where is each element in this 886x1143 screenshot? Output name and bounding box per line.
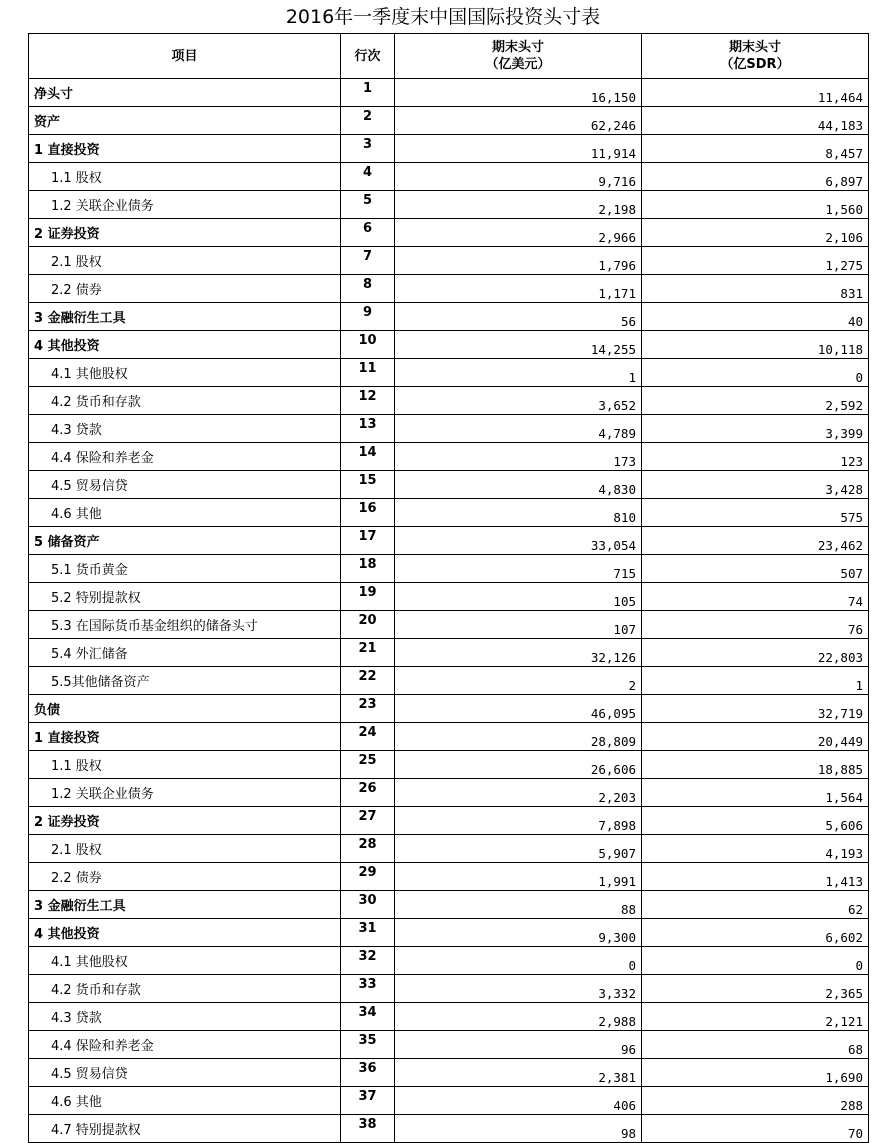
value-usd: 62,246 <box>395 107 642 135</box>
value-sdr: 1,690 <box>642 1059 869 1087</box>
table-row <box>29 1031 869 1059</box>
value-usd: 2 <box>395 667 642 695</box>
row-number: 5 <box>341 191 395 219</box>
row-label: 2.1 股权 <box>29 835 341 863</box>
row-number: 33 <box>341 975 395 1003</box>
value-sdr: 3,399 <box>642 415 869 443</box>
value-usd: 2,966 <box>395 219 642 247</box>
value-sdr: 1,560 <box>642 191 869 219</box>
value-sdr: 11,464 <box>642 79 869 107</box>
table-row <box>29 79 869 107</box>
table-row <box>29 359 869 387</box>
row-number: 29 <box>341 863 395 891</box>
value-sdr: 2,121 <box>642 1003 869 1031</box>
value-usd: 2,203 <box>395 779 642 807</box>
table-row <box>29 835 869 863</box>
row-number: 11 <box>341 359 395 387</box>
row-number: 15 <box>341 471 395 499</box>
row-number: 18 <box>341 555 395 583</box>
table-row <box>29 331 869 359</box>
row-label: 净头寸 <box>29 79 341 107</box>
value-usd: 46,095 <box>395 695 642 723</box>
value-usd: 88 <box>395 891 642 919</box>
row-number: 36 <box>341 1059 395 1087</box>
row-label: 2.1 股权 <box>29 247 341 275</box>
table-row <box>29 779 869 807</box>
value-usd: 32,126 <box>395 639 642 667</box>
value-usd: 28,809 <box>395 723 642 751</box>
table-row <box>29 751 869 779</box>
value-usd: 173 <box>395 443 642 471</box>
value-sdr: 831 <box>642 275 869 303</box>
value-sdr: 1,275 <box>642 247 869 275</box>
value-usd: 14,255 <box>395 331 642 359</box>
row-label: 4.1 其他股权 <box>29 947 341 975</box>
value-sdr: 575 <box>642 499 869 527</box>
row-label: 1 直接投资 <box>29 723 341 751</box>
table-row <box>29 1003 869 1031</box>
row-label: 4.4 保险和养老金 <box>29 1031 341 1059</box>
row-label: 4.2 货币和存款 <box>29 387 341 415</box>
row-number: 16 <box>341 499 395 527</box>
row-number: 30 <box>341 891 395 919</box>
row-label: 1.2 关联企业债务 <box>29 779 341 807</box>
row-number: 6 <box>341 219 395 247</box>
row-number: 20 <box>341 611 395 639</box>
row-label: 1.1 股权 <box>29 751 341 779</box>
row-label: 4.4 保险和养老金 <box>29 443 341 471</box>
value-usd: 56 <box>395 303 642 331</box>
value-sdr: 1,564 <box>642 779 869 807</box>
table-row <box>29 919 869 947</box>
value-sdr: 8,457 <box>642 135 869 163</box>
table-row <box>29 1087 869 1115</box>
row-label: 4.2 货币和存款 <box>29 975 341 1003</box>
value-sdr: 2,592 <box>642 387 869 415</box>
row-label: 5.2 特别提款权 <box>29 583 341 611</box>
row-number: 2 <box>341 107 395 135</box>
row-number: 31 <box>341 919 395 947</box>
row-label: 1.2 关联企业债务 <box>29 191 341 219</box>
value-sdr: 20,449 <box>642 723 869 751</box>
row-label: 5 储备资产 <box>29 527 341 555</box>
value-sdr: 0 <box>642 359 869 387</box>
value-sdr: 18,885 <box>642 751 869 779</box>
table-row <box>29 275 869 303</box>
value-usd: 1,171 <box>395 275 642 303</box>
row-label: 2.2 债券 <box>29 863 341 891</box>
value-sdr: 23,462 <box>642 527 869 555</box>
table-row <box>29 807 869 835</box>
row-number: 25 <box>341 751 395 779</box>
value-usd: 11,914 <box>395 135 642 163</box>
row-number: 4 <box>341 163 395 191</box>
row-number: 3 <box>341 135 395 163</box>
table-row <box>29 891 869 919</box>
value-sdr: 507 <box>642 555 869 583</box>
value-sdr: 76 <box>642 611 869 639</box>
value-usd: 715 <box>395 555 642 583</box>
value-sdr: 68 <box>642 1031 869 1059</box>
row-label: 4 其他投资 <box>29 919 341 947</box>
value-usd: 4,830 <box>395 471 642 499</box>
row-label: 5.5其他储备资产 <box>29 667 341 695</box>
value-sdr: 4,193 <box>642 835 869 863</box>
row-number: 9 <box>341 303 395 331</box>
row-number: 10 <box>341 331 395 359</box>
row-number: 22 <box>341 667 395 695</box>
value-sdr: 123 <box>642 443 869 471</box>
header-sdr <box>642 34 869 79</box>
value-sdr: 22,803 <box>642 639 869 667</box>
value-usd: 16,150 <box>395 79 642 107</box>
value-usd: 96 <box>395 1031 642 1059</box>
table-row <box>29 611 869 639</box>
row-number: 27 <box>341 807 395 835</box>
row-number: 12 <box>341 387 395 415</box>
value-sdr: 288 <box>642 1087 869 1115</box>
page-title: 2016年一季度末中国国际投资头寸表 <box>285 6 601 28</box>
row-label: 2 证券投资 <box>29 807 341 835</box>
value-usd: 810 <box>395 499 642 527</box>
value-sdr: 2,106 <box>642 219 869 247</box>
value-usd: 1,796 <box>395 247 642 275</box>
table-row <box>29 695 869 723</box>
row-number: 38 <box>341 1115 395 1143</box>
table-row <box>29 499 869 527</box>
table-row <box>29 975 869 1003</box>
value-sdr: 6,897 <box>642 163 869 191</box>
row-label: 4.7 特别提款权 <box>29 1115 341 1143</box>
table-row <box>29 667 869 695</box>
row-label: 3 金融衍生工具 <box>29 303 341 331</box>
value-sdr: 3,428 <box>642 471 869 499</box>
value-usd: 7,898 <box>395 807 642 835</box>
table-row <box>29 303 869 331</box>
value-usd: 1,991 <box>395 863 642 891</box>
table-row <box>29 135 869 163</box>
value-sdr: 74 <box>642 583 869 611</box>
row-label: 3 金融衍生工具 <box>29 891 341 919</box>
row-label: 4 其他投资 <box>29 331 341 359</box>
value-usd: 107 <box>395 611 642 639</box>
header-row <box>29 34 869 79</box>
value-usd: 33,054 <box>395 527 642 555</box>
table-row <box>29 247 869 275</box>
table-row <box>29 947 869 975</box>
value-usd: 0 <box>395 947 642 975</box>
value-sdr: 44,183 <box>642 107 869 135</box>
header-row-number: 行次 <box>341 34 395 79</box>
row-label: 4.6 其他 <box>29 499 341 527</box>
value-usd: 2,198 <box>395 191 642 219</box>
value-usd: 98 <box>395 1115 642 1143</box>
value-sdr: 0 <box>642 947 869 975</box>
row-number: 1 <box>341 79 395 107</box>
value-sdr: 62 <box>642 891 869 919</box>
value-sdr: 32,719 <box>642 695 869 723</box>
row-number: 37 <box>341 1087 395 1115</box>
row-label: 4.5 贸易信贷 <box>29 471 341 499</box>
row-number: 23 <box>341 695 395 723</box>
row-label: 1 直接投资 <box>29 135 341 163</box>
row-number: 14 <box>341 443 395 471</box>
value-sdr: 5,606 <box>642 807 869 835</box>
table-row <box>29 443 869 471</box>
table-row <box>29 163 869 191</box>
position-table <box>28 33 869 1143</box>
row-label: 4.3 贷款 <box>29 415 341 443</box>
row-label: 5.3 在国际货币基金组织的储备头寸 <box>29 611 341 639</box>
header-usd-unit: （亿美元） <box>485 57 551 72</box>
table-row <box>29 639 869 667</box>
table-row <box>29 219 869 247</box>
table-body <box>29 79 869 1143</box>
header-usd-line1: 期末头寸 <box>491 40 544 55</box>
table-row <box>29 863 869 891</box>
row-number: 19 <box>341 583 395 611</box>
row-label: 1.1 股权 <box>29 163 341 191</box>
row-label: 4.3 贷款 <box>29 1003 341 1031</box>
value-usd: 5,907 <box>395 835 642 863</box>
table-row <box>29 191 869 219</box>
value-usd: 26,606 <box>395 751 642 779</box>
value-usd: 9,716 <box>395 163 642 191</box>
value-sdr: 40 <box>642 303 869 331</box>
value-usd: 2,381 <box>395 1059 642 1087</box>
value-usd: 3,652 <box>395 387 642 415</box>
row-label: 4.1 其他股权 <box>29 359 341 387</box>
value-sdr: 6,602 <box>642 919 869 947</box>
row-label: 2.2 债券 <box>29 275 341 303</box>
value-usd: 1 <box>395 359 642 387</box>
table-row <box>29 107 869 135</box>
header-usd <box>395 34 642 79</box>
row-number: 8 <box>341 275 395 303</box>
row-number: 17 <box>341 527 395 555</box>
header-sdr-unit: （亿SDR） <box>720 57 790 72</box>
value-usd: 4,789 <box>395 415 642 443</box>
value-sdr: 70 <box>642 1115 869 1143</box>
value-usd: 2,988 <box>395 1003 642 1031</box>
value-usd: 105 <box>395 583 642 611</box>
table-row <box>29 723 869 751</box>
table-row <box>29 471 869 499</box>
value-usd: 406 <box>395 1087 642 1115</box>
table-row <box>29 1115 869 1143</box>
row-label: 4.6 其他 <box>29 1087 341 1115</box>
row-number: 13 <box>341 415 395 443</box>
value-sdr: 2,365 <box>642 975 869 1003</box>
row-number: 7 <box>341 247 395 275</box>
row-label: 负债 <box>29 695 341 723</box>
header-item: 项目 <box>29 34 341 79</box>
value-sdr: 10,118 <box>642 331 869 359</box>
row-number: 24 <box>341 723 395 751</box>
row-label: 5.4 外汇储备 <box>29 639 341 667</box>
value-usd: 9,300 <box>395 919 642 947</box>
value-sdr: 1,413 <box>642 863 869 891</box>
row-number: 26 <box>341 779 395 807</box>
table-row <box>29 583 869 611</box>
header-sdr-line1: 期末头寸 <box>728 40 781 55</box>
row-number: 34 <box>341 1003 395 1031</box>
table-row <box>29 555 869 583</box>
value-sdr: 1 <box>642 667 869 695</box>
row-number: 21 <box>341 639 395 667</box>
row-label: 5.1 货币黄金 <box>29 555 341 583</box>
row-label: 4.5 贸易信贷 <box>29 1059 341 1087</box>
row-number: 32 <box>341 947 395 975</box>
table-row <box>29 527 869 555</box>
row-number: 35 <box>341 1031 395 1059</box>
row-number: 28 <box>341 835 395 863</box>
value-usd: 3,332 <box>395 975 642 1003</box>
table-row <box>29 387 869 415</box>
row-label: 2 证券投资 <box>29 219 341 247</box>
row-label: 资产 <box>29 107 341 135</box>
table-row <box>29 415 869 443</box>
